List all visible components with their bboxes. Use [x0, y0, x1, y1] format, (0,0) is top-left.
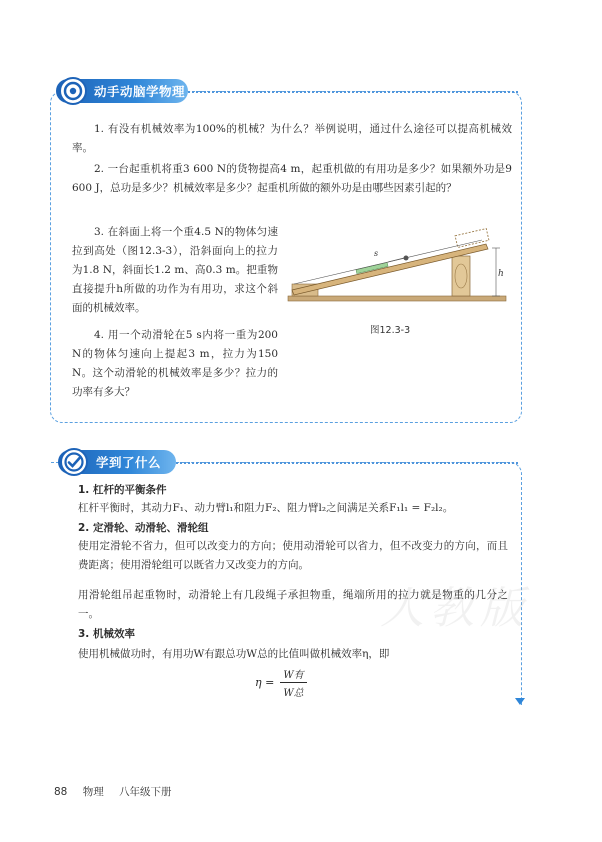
- figure-caption: 图12.3-3: [370, 325, 411, 336]
- exercise-section-title: 动手动脑学物理: [56, 79, 188, 103]
- footer-subject: 物理: [82, 786, 104, 798]
- efficiency-formula: [255, 666, 307, 699]
- summary-text-3: 用滑轮组吊起重物时，动滑轮上有几段绳子承担物重，绳端所用的拉力就是物重的几分之一。: [78, 589, 508, 620]
- summary-text-2: 使用定滑轮不省力，但可以改变力的方向；使用动滑轮可以省力，但不改变力的方向，而且费距离；使用滑轮组可以既省力又改变力的方向。: [78, 540, 508, 571]
- page-footer: [54, 784, 184, 799]
- header-divider: [188, 91, 518, 93]
- formula-lhs: η =: [255, 676, 275, 689]
- question-4: 4. 用一个动滑轮在5 s内将一重为200 N的物体匀速向上提起3 m，拉力为150 N。这个动滑轮的机械效率是多少？拉力的功率有多大？: [72, 329, 278, 398]
- footer-book: 八年级下册: [119, 786, 172, 798]
- inclined-plane-figure: [286, 226, 508, 316]
- page-number: 88: [54, 786, 68, 798]
- question-2: 2. 一台起重机将重3 600 N的货物提高4 m，起重机做的有用功是多少？如果额外功是9 600 J，总功是多少？机械效率是多少？起重机所做的额外功是由哪些因素引起的？: [72, 163, 512, 194]
- formula-numerator: W有: [280, 666, 306, 683]
- formula-fraction: [280, 666, 306, 699]
- header-divider: [176, 462, 518, 464]
- question-3: 3. 在斜面上将一个重4.5 N的物体匀速拉到高处（图12.3-3），沿斜面向上的拉力为1.8 N，斜面长1.2 m、高0.3 m。把重物直接提升h所做的功作为有用功，求这个斜面的机械效率。: [72, 226, 278, 314]
- arrow-down-icon: [515, 698, 525, 705]
- summary-section-title: 学到了什么: [58, 450, 176, 474]
- question-1: 1. 有没有机械效率为100%的机械？为什么？举例说明，通过什么途径可以提高机械效率。: [72, 123, 512, 154]
- formula-denominator: W总: [283, 688, 304, 699]
- figure-label-s: s: [374, 249, 379, 258]
- summary-heading-1: 1. 杠杆的平衡条件: [78, 484, 167, 496]
- summary-heading-3: 3. 机械效率: [78, 628, 135, 640]
- summary-heading-2: 2. 定滑轮、动滑轮、滑轮组: [78, 522, 209, 534]
- summary-text-1: 杠杆平衡时，其动力F₁、动力臂l₁和阻力F₂、阻力臂l₂之间满足关系F₁l₁ = F₂l₂。: [78, 502, 454, 514]
- checkmark-icon: [60, 448, 88, 476]
- watermark-logo: 人教版: [380, 583, 530, 634]
- figure-label-h: h: [498, 269, 504, 279]
- summary-text-4: 使用机械做功时，有用功W有跟总功W总的比值叫做机械效率η，即: [78, 648, 390, 660]
- target-icon: [59, 77, 87, 105]
